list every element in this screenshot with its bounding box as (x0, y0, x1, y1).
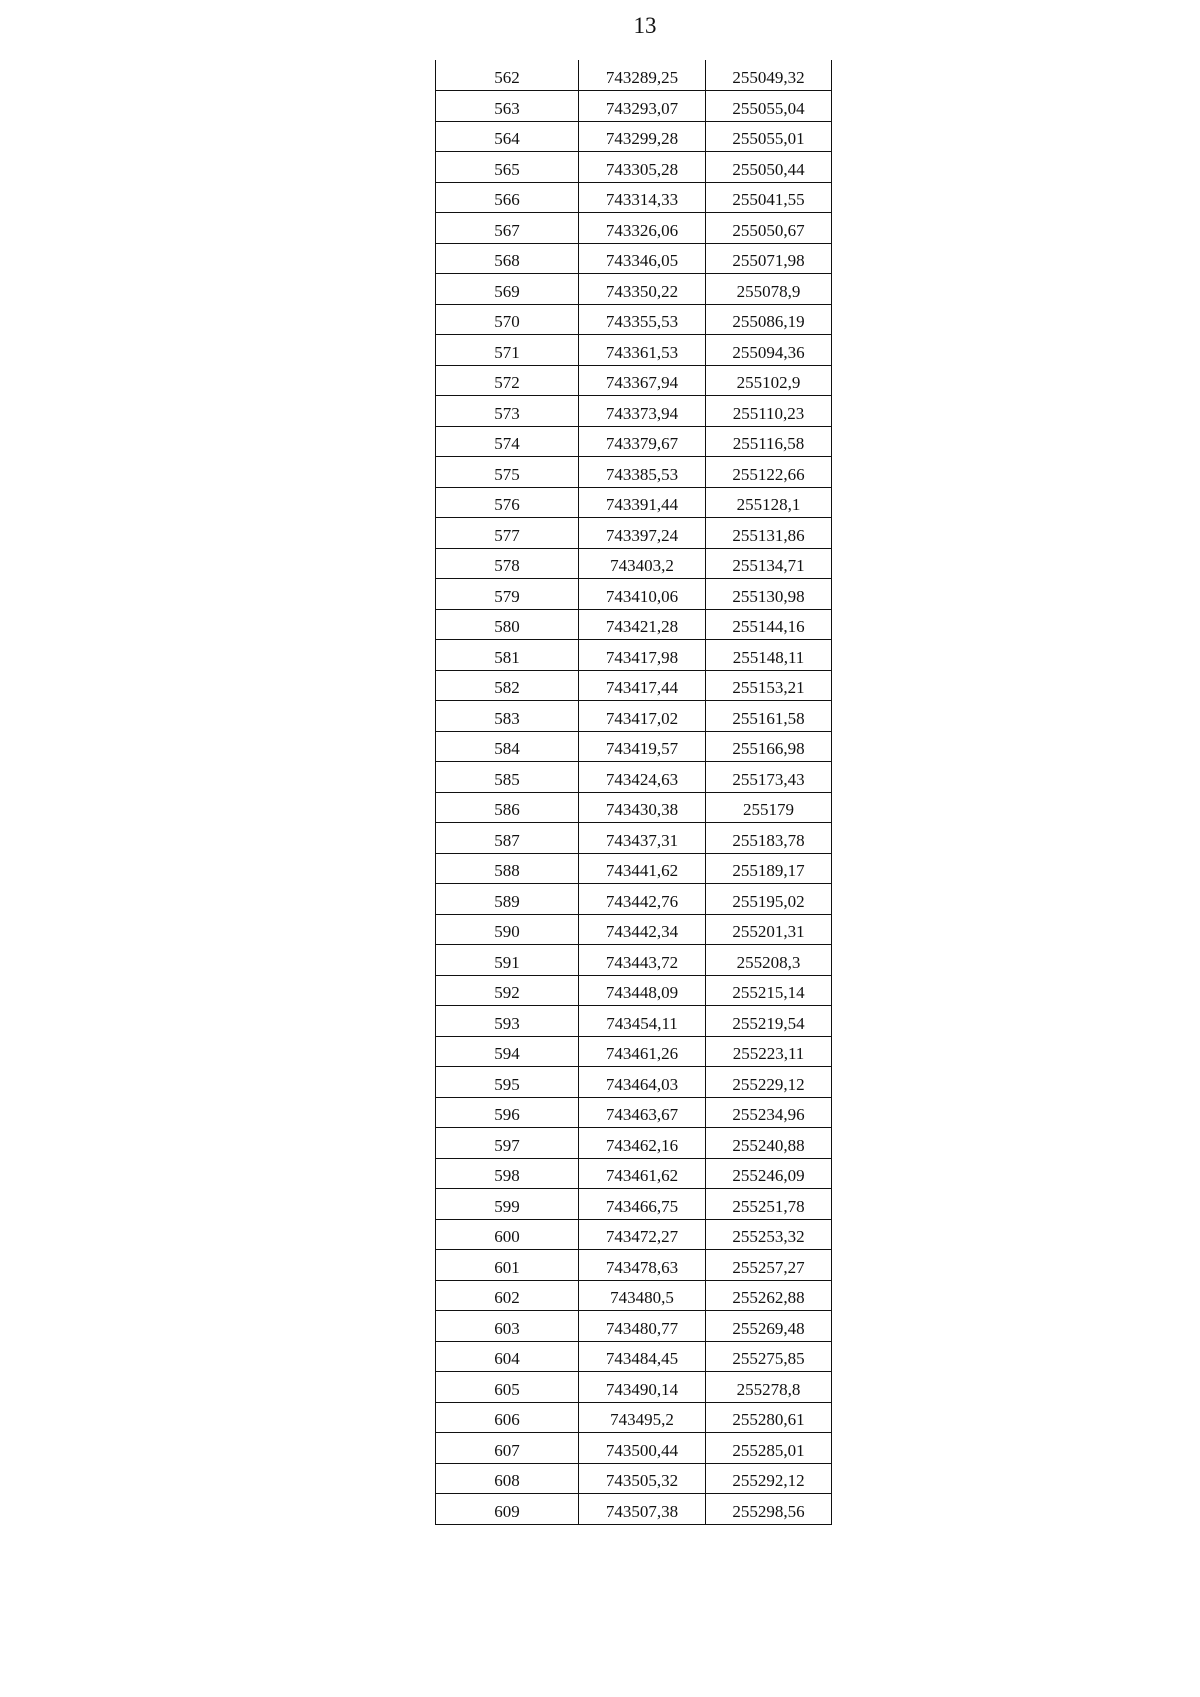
x-coordinate-cell: 743463,67 (579, 1097, 706, 1128)
y-coordinate-cell: 255223,11 (706, 1036, 832, 1067)
y-coordinate-cell: 255055,01 (706, 121, 832, 152)
y-coordinate-cell: 255278,8 (706, 1372, 832, 1403)
table-row (436, 975, 832, 1006)
point-number-cell: 573 (436, 396, 579, 427)
x-coordinate-cell: 743350,22 (579, 274, 706, 305)
y-coordinate-cell: 255257,27 (706, 1250, 832, 1281)
table-row (436, 1280, 832, 1311)
point-number-cell: 608 (436, 1463, 579, 1494)
y-coordinate-cell: 255116,58 (706, 426, 832, 457)
table-row (436, 91, 832, 122)
x-coordinate-cell: 743442,76 (579, 884, 706, 915)
point-number-cell: 602 (436, 1280, 579, 1311)
y-coordinate-cell: 255215,14 (706, 975, 832, 1006)
point-number-cell: 569 (436, 274, 579, 305)
table-row (436, 152, 832, 183)
table-row (436, 731, 832, 762)
point-number-cell: 592 (436, 975, 579, 1006)
point-number-cell: 582 (436, 670, 579, 701)
y-coordinate-cell: 255041,55 (706, 182, 832, 213)
table-row (436, 1372, 832, 1403)
point-number-cell: 597 (436, 1128, 579, 1159)
table-row (436, 487, 832, 518)
table-row (436, 640, 832, 671)
table-row (436, 1250, 832, 1281)
table-row (436, 609, 832, 640)
point-number-cell: 584 (436, 731, 579, 762)
point-number-cell: 607 (436, 1433, 579, 1464)
table-row (436, 1158, 832, 1189)
x-coordinate-cell: 743448,09 (579, 975, 706, 1006)
y-coordinate-cell: 255262,88 (706, 1280, 832, 1311)
table-row (436, 457, 832, 488)
x-coordinate-cell: 743417,98 (579, 640, 706, 671)
x-coordinate-cell: 743403,2 (579, 548, 706, 579)
table-row (436, 823, 832, 854)
point-number-cell: 580 (436, 609, 579, 640)
y-coordinate-cell: 255189,17 (706, 853, 832, 884)
y-coordinate-cell: 255195,02 (706, 884, 832, 915)
y-coordinate-cell: 255251,78 (706, 1189, 832, 1220)
y-coordinate-cell: 255153,21 (706, 670, 832, 701)
table-row (436, 1219, 832, 1250)
table-row (436, 701, 832, 732)
x-coordinate-cell: 743500,44 (579, 1433, 706, 1464)
point-number-cell: 562 (436, 60, 579, 91)
point-number-cell: 568 (436, 243, 579, 274)
point-number-cell: 575 (436, 457, 579, 488)
table-row (436, 60, 832, 91)
point-number-cell: 583 (436, 701, 579, 732)
x-coordinate-cell: 743385,53 (579, 457, 706, 488)
y-coordinate-cell: 255148,11 (706, 640, 832, 671)
table-row (436, 304, 832, 335)
point-number-cell: 581 (436, 640, 579, 671)
y-coordinate-cell: 255050,44 (706, 152, 832, 183)
point-number-cell: 598 (436, 1158, 579, 1189)
y-coordinate-cell: 255134,71 (706, 548, 832, 579)
y-coordinate-cell: 255128,1 (706, 487, 832, 518)
x-coordinate-cell: 743454,11 (579, 1006, 706, 1037)
table-row (436, 1494, 832, 1525)
point-number-cell: 567 (436, 213, 579, 244)
y-coordinate-cell: 255292,12 (706, 1463, 832, 1494)
x-coordinate-cell: 743437,31 (579, 823, 706, 854)
x-coordinate-cell: 743367,94 (579, 365, 706, 396)
point-number-cell: 579 (436, 579, 579, 610)
point-number-cell: 606 (436, 1402, 579, 1433)
table-row (436, 1341, 832, 1372)
table-row (436, 335, 832, 366)
point-number-cell: 590 (436, 914, 579, 945)
table-row (436, 1097, 832, 1128)
table-row (436, 1463, 832, 1494)
point-number-cell: 588 (436, 853, 579, 884)
page-number: 13 (633, 13, 657, 38)
y-coordinate-cell: 255130,98 (706, 579, 832, 610)
x-coordinate-cell: 743490,14 (579, 1372, 706, 1403)
point-number-cell: 564 (436, 121, 579, 152)
point-number-cell: 574 (436, 426, 579, 457)
table-row (436, 213, 832, 244)
y-coordinate-cell: 255131,86 (706, 518, 832, 549)
point-number-cell: 595 (436, 1067, 579, 1098)
y-coordinate-cell: 255049,32 (706, 60, 832, 91)
x-coordinate-cell: 743314,33 (579, 182, 706, 213)
y-coordinate-cell: 255208,3 (706, 945, 832, 976)
table-row (436, 518, 832, 549)
y-coordinate-cell: 255050,67 (706, 213, 832, 244)
point-number-cell: 585 (436, 762, 579, 793)
table-row (436, 274, 832, 305)
table-row (436, 1067, 832, 1098)
x-coordinate-cell: 743443,72 (579, 945, 706, 976)
x-coordinate-cell: 743464,03 (579, 1067, 706, 1098)
x-coordinate-cell: 743391,44 (579, 487, 706, 518)
point-number-cell: 571 (436, 335, 579, 366)
point-number-cell: 589 (436, 884, 579, 915)
x-coordinate-cell: 743289,25 (579, 60, 706, 91)
x-coordinate-cell: 743421,28 (579, 609, 706, 640)
point-number-cell: 605 (436, 1372, 579, 1403)
x-coordinate-cell: 743478,63 (579, 1250, 706, 1281)
x-coordinate-cell: 743430,38 (579, 792, 706, 823)
point-number-cell: 603 (436, 1311, 579, 1342)
y-coordinate-cell: 255280,61 (706, 1402, 832, 1433)
y-coordinate-cell: 255161,58 (706, 701, 832, 732)
y-coordinate-cell: 255078,9 (706, 274, 832, 305)
x-coordinate-cell: 743484,45 (579, 1341, 706, 1372)
y-coordinate-cell: 255219,54 (706, 1006, 832, 1037)
y-coordinate-cell: 255166,98 (706, 731, 832, 762)
table-row (436, 945, 832, 976)
point-number-cell: 572 (436, 365, 579, 396)
y-coordinate-cell: 255110,23 (706, 396, 832, 427)
y-coordinate-cell: 255229,12 (706, 1067, 832, 1098)
table-row (436, 1433, 832, 1464)
x-coordinate-cell: 743397,24 (579, 518, 706, 549)
y-coordinate-cell: 255179 (706, 792, 832, 823)
table-row (436, 792, 832, 823)
table-row (436, 548, 832, 579)
x-coordinate-cell: 743461,62 (579, 1158, 706, 1189)
x-coordinate-cell: 743419,57 (579, 731, 706, 762)
table-row (436, 1189, 832, 1220)
y-coordinate-cell: 255071,98 (706, 243, 832, 274)
table-row (436, 884, 832, 915)
table-row (436, 579, 832, 610)
table-row (436, 426, 832, 457)
x-coordinate-cell: 743466,75 (579, 1189, 706, 1220)
point-number-cell: 599 (436, 1189, 579, 1220)
x-coordinate-cell: 743472,27 (579, 1219, 706, 1250)
x-coordinate-cell: 743417,02 (579, 701, 706, 732)
table-row (436, 121, 832, 152)
point-number-cell: 570 (436, 304, 579, 335)
y-coordinate-cell: 255275,85 (706, 1341, 832, 1372)
y-coordinate-cell: 255269,48 (706, 1311, 832, 1342)
table-row (436, 243, 832, 274)
y-coordinate-cell: 255055,04 (706, 91, 832, 122)
x-coordinate-cell: 743346,05 (579, 243, 706, 274)
coordinates-table (435, 60, 832, 1525)
x-coordinate-cell: 743373,94 (579, 396, 706, 427)
y-coordinate-cell: 255094,36 (706, 335, 832, 366)
x-coordinate-cell: 743461,26 (579, 1036, 706, 1067)
y-coordinate-cell: 255298,56 (706, 1494, 832, 1525)
x-coordinate-cell: 743424,63 (579, 762, 706, 793)
table-row (436, 396, 832, 427)
y-coordinate-cell: 255240,88 (706, 1128, 832, 1159)
y-coordinate-cell: 255122,66 (706, 457, 832, 488)
table-row (436, 1006, 832, 1037)
point-number-cell: 601 (436, 1250, 579, 1281)
x-coordinate-cell: 743326,06 (579, 213, 706, 244)
point-number-cell: 563 (436, 91, 579, 122)
point-number-cell: 565 (436, 152, 579, 183)
y-coordinate-cell: 255086,19 (706, 304, 832, 335)
x-coordinate-cell: 743495,2 (579, 1402, 706, 1433)
table-row (436, 670, 832, 701)
y-coordinate-cell: 255173,43 (706, 762, 832, 793)
point-number-cell: 566 (436, 182, 579, 213)
table-row (436, 1036, 832, 1067)
point-number-cell: 609 (436, 1494, 579, 1525)
point-number-cell: 586 (436, 792, 579, 823)
point-number-cell: 593 (436, 1006, 579, 1037)
point-number-cell: 604 (436, 1341, 579, 1372)
x-coordinate-cell: 743442,34 (579, 914, 706, 945)
point-number-cell: 587 (436, 823, 579, 854)
table-row (436, 1311, 832, 1342)
x-coordinate-cell: 743417,44 (579, 670, 706, 701)
y-coordinate-cell: 255253,32 (706, 1219, 832, 1250)
table-row (436, 853, 832, 884)
table-row (436, 1128, 832, 1159)
x-coordinate-cell: 743505,32 (579, 1463, 706, 1494)
y-coordinate-cell: 255234,96 (706, 1097, 832, 1128)
x-coordinate-cell: 743361,53 (579, 335, 706, 366)
x-coordinate-cell: 743507,38 (579, 1494, 706, 1525)
table-row (436, 914, 832, 945)
x-coordinate-cell: 743293,07 (579, 91, 706, 122)
table-row (436, 182, 832, 213)
table-row (436, 762, 832, 793)
y-coordinate-cell: 255144,16 (706, 609, 832, 640)
y-coordinate-cell: 255246,09 (706, 1158, 832, 1189)
point-number-cell: 591 (436, 945, 579, 976)
point-number-cell: 594 (436, 1036, 579, 1067)
x-coordinate-cell: 743299,28 (579, 121, 706, 152)
x-coordinate-cell: 743480,5 (579, 1280, 706, 1311)
table-row (436, 1402, 832, 1433)
table-row (436, 365, 832, 396)
point-number-cell: 600 (436, 1219, 579, 1250)
y-coordinate-cell: 255285,01 (706, 1433, 832, 1464)
x-coordinate-cell: 743462,16 (579, 1128, 706, 1159)
x-coordinate-cell: 743410,06 (579, 579, 706, 610)
y-coordinate-cell: 255102,9 (706, 365, 832, 396)
x-coordinate-cell: 743441,62 (579, 853, 706, 884)
point-number-cell: 577 (436, 518, 579, 549)
point-number-cell: 578 (436, 548, 579, 579)
x-coordinate-cell: 743480,77 (579, 1311, 706, 1342)
point-number-cell: 576 (436, 487, 579, 518)
y-coordinate-cell: 255183,78 (706, 823, 832, 854)
y-coordinate-cell: 255201,31 (706, 914, 832, 945)
x-coordinate-cell: 743355,53 (579, 304, 706, 335)
point-number-cell: 596 (436, 1097, 579, 1128)
x-coordinate-cell: 743305,28 (579, 152, 706, 183)
coordinates-table-body (436, 60, 832, 1524)
x-coordinate-cell: 743379,67 (579, 426, 706, 457)
